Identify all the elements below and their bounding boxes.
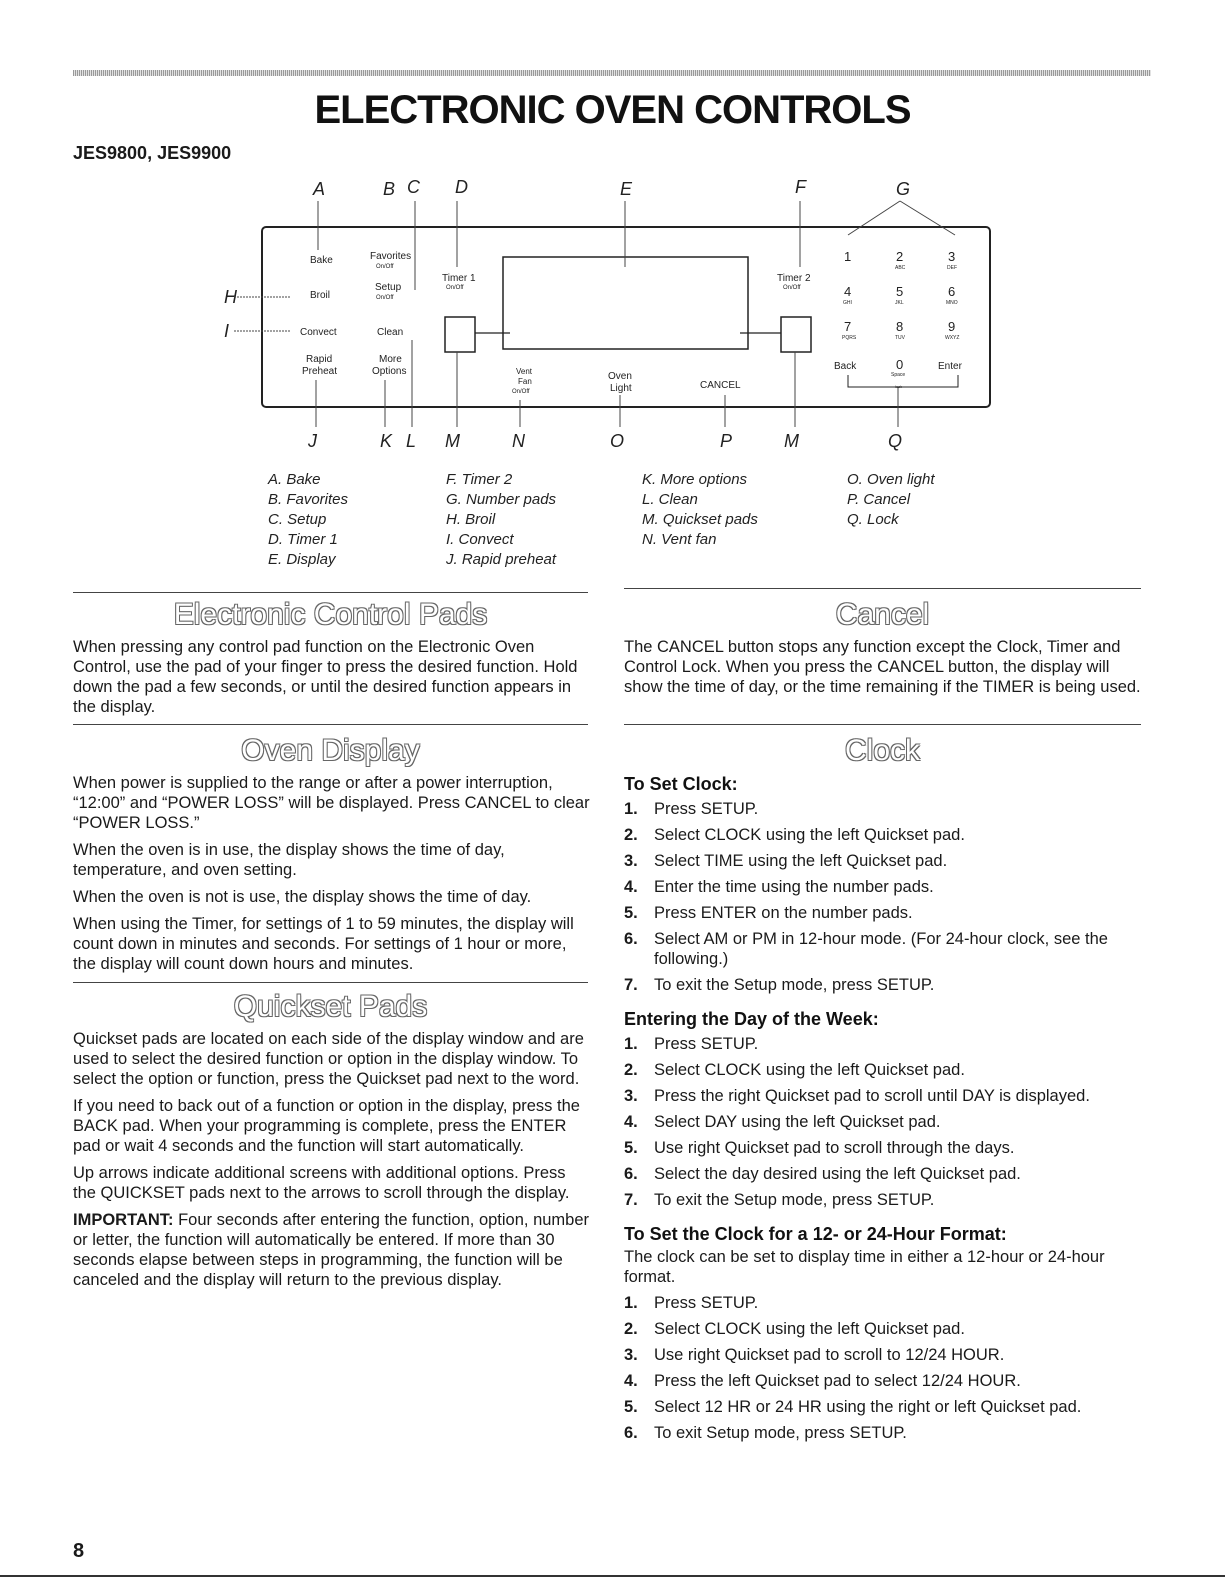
callout-e: E [620, 179, 633, 199]
legend-item: Q. Lock [847, 511, 899, 528]
paragraph: When the oven is in use, the display shows the time of day, temperature, and oven setting. [73, 841, 505, 879]
page-title: ELECTRONIC OVEN CONTROLS [314, 88, 911, 132]
list-item: 1. Press SETUP. [624, 1294, 759, 1312]
quickset-pad-left [445, 317, 475, 352]
day-of-week-steps [624, 1034, 1144, 1210]
legend-item: M. Quickset pads [642, 511, 758, 528]
control-pads-text [73, 637, 593, 724]
list-item: 1. Press SETUP. [624, 800, 759, 818]
callout-i: I [224, 321, 230, 341]
pad-timer2-sub: On/Off [783, 285, 801, 291]
heading-cancel: Cancel [835, 598, 930, 631]
pad-preheat: Preheat [302, 366, 338, 377]
list-item: 5. Use right Quickset pad to scroll through the days. [624, 1139, 1015, 1157]
quickset-pads-text [73, 1029, 593, 1297]
callout-j: J [308, 431, 317, 451]
quickset-pad-right [781, 317, 811, 352]
pad-more: More [379, 354, 402, 365]
legend-column-3 [642, 470, 758, 550]
pad-timer1: Timer 1 [442, 273, 476, 284]
list-item: 3. Select TIME using the left Quickset pad. [624, 852, 948, 870]
pad-favorites: Favorites [370, 251, 412, 262]
cancel-text [624, 637, 1144, 704]
section-rule [73, 982, 588, 983]
number-keypad [834, 249, 963, 389]
heading-control-pads: Electronic Control Pads [173, 598, 488, 631]
paragraph: Quickset pads are located on each side of the display window and are used to select the desired function or option in the display window. To select the option or function, press the Quickset pad next to the word. [73, 1030, 584, 1088]
callout-c: C [407, 177, 420, 197]
legend-item: B. Favorites [268, 491, 349, 508]
key-3-digit: 3 [948, 249, 956, 264]
list-item: 5. Press ENTER on the number pads. [624, 904, 913, 922]
list-item: 6. To exit Setup mode, press SETUP. [624, 1424, 907, 1442]
list-item: 4. Enter the time using the number pads. [624, 878, 934, 896]
set-clock-title: To Set Clock: [624, 774, 738, 794]
key-8-digit: 8 [896, 319, 904, 334]
section-rule [73, 724, 588, 725]
key-1-digit: 1 [844, 249, 852, 264]
pad-rapid: Rapid [306, 354, 333, 365]
callout-b: B [383, 179, 396, 199]
legend-item: E. Display [268, 551, 336, 568]
pad-bake: Bake [310, 255, 333, 266]
paragraph [73, 1210, 593, 1290]
format-intro: The clock can be set to display time in either a 12-hour or 24-hour format. [624, 1248, 1105, 1286]
callout-p: P [720, 431, 733, 451]
paragraph: When power is supplied to the range or after a power interruption, “12:00” and “POWER LOSS” will be displayed. Press CANCEL to clear “POWER LOSS.” [73, 774, 590, 832]
key-back: Back [834, 361, 857, 372]
paragraph: When using the Timer, for settings of 1 to 59 minutes, the display will count down in minutes and seconds. For settings of 1 hour or more, the display will count down hours and minutes. [73, 915, 574, 973]
key-5-letters: JKL [895, 300, 904, 306]
legend-item: P. Cancel [847, 491, 911, 508]
section-rule [624, 724, 1141, 725]
pad-fan: Fan [518, 377, 532, 386]
legend-item: L. Clean [642, 491, 698, 508]
pad-oven: Oven [608, 371, 632, 382]
callout-q: Q [888, 431, 903, 451]
legend-item: K. More options [642, 471, 748, 488]
legend-item: F. Timer 2 [446, 471, 513, 488]
pad-options: Options [372, 366, 407, 377]
bottom-rule [0, 1575, 1225, 1577]
pad-fan-sub: On/Off [512, 389, 530, 395]
list-item: 5. Select 12 HR or 24 HR using the right or left Quickset pad. [624, 1398, 1082, 1416]
legend-item: C. Setup [268, 511, 327, 528]
list-item: 3. Press the right Quickset pad to scroll until DAY is displayed. [624, 1087, 1090, 1105]
pad-setup: Setup [375, 282, 402, 293]
list-item: 2. Select CLOCK using the left Quickset pad. [624, 1061, 965, 1079]
callout-o: O [610, 431, 625, 451]
paragraph: If you need to back out of a function or option in the display, press the BACK pad. When your programming is complete, press the ENTER pad or wait 4 seconds and the function will start automatically. [73, 1097, 580, 1155]
legend-item: N. Vent fan [642, 531, 717, 548]
heading-quickset-pads: Quickset Pads [233, 990, 428, 1023]
list-item: 7. To exit the Setup mode, press SETUP. [624, 1191, 935, 1209]
legend-item: A. Bake [268, 471, 321, 488]
paragraph: Up arrows indicate additional screens with additional options. Press the QUICKSET pads next to the arrows to scroll through the display. [73, 1164, 570, 1202]
callout-f: F [795, 177, 806, 197]
callout-d: D [455, 177, 468, 197]
pad-vent: Vent [516, 367, 533, 376]
pad-cancel: CANCEL [700, 380, 741, 391]
pad-setup-sub: On/Off [376, 295, 394, 301]
callout-m-left: M [445, 431, 460, 451]
important-text: Four seconds after entering the function, option, number or letter, the function will automatically be entered. If more than 30 seconds elapse between steps in programming, the function will be canceled and the display will return to the previous display. [73, 1211, 590, 1289]
page-number: 8 [73, 1540, 85, 1562]
callout-m-right: M [784, 431, 799, 451]
paragraph: The CANCEL button stops any function except the Clock, Timer and Control Lock. When you press the CANCEL button, the display will show the time of day, or the time remaining if the TIMER is being used. [624, 638, 1141, 696]
key-2-letters: ABC [895, 265, 906, 271]
callout-k: K [380, 431, 393, 451]
pad-clean: Clean [377, 327, 404, 338]
key-enter: Enter [938, 361, 962, 372]
pad-favorites-sub: On/Off [376, 264, 394, 270]
callout-h: H [224, 287, 237, 307]
list-item: 7. To exit the Setup mode, press SETUP. [624, 976, 935, 994]
pad-convect: Convect [300, 327, 337, 338]
pad-broil: Broil [310, 290, 331, 301]
key-8-letters: TUV [895, 335, 905, 341]
heading-clock: Clock [844, 734, 920, 767]
pad-timer1-sub: On/Off [446, 285, 464, 291]
key-9-letters: WXYZ [945, 335, 960, 341]
important-label: IMPORTANT: [73, 1211, 174, 1229]
oven-display-text [73, 773, 593, 981]
key-9-digit: 9 [948, 319, 956, 334]
list-item: 2. Select CLOCK using the left Quickset pad. [624, 1320, 965, 1338]
key-0-digit: 0 [896, 357, 904, 372]
format-steps [624, 1293, 1144, 1443]
day-of-week-title: Entering the Day of the Week: [624, 1009, 879, 1029]
control-panel-diagram [220, 175, 1010, 455]
key-7-digit: 7 [844, 319, 852, 334]
key-4-digit: 4 [844, 284, 852, 299]
list-item: 4. Select DAY using the left Quickset pad. [624, 1113, 941, 1131]
paragraph: When pressing any control pad function on the Electronic Oven Control, use the pad of your finger to press the desired function. Hold down the pad a few seconds, or until the desired function appears in the display. [73, 638, 578, 716]
lock-label: lock [895, 384, 903, 389]
legend-item: G. Number pads [446, 491, 557, 508]
list-item: 4. Press the left Quickset pad to select 12/24 HOUR. [624, 1372, 1021, 1390]
model-numbers: JES9800, JES9900 [73, 143, 232, 163]
callout-l: L [406, 431, 417, 451]
key-2-digit: 2 [896, 249, 904, 264]
callout-n: N [512, 431, 525, 451]
top-decorative-rule [73, 70, 1151, 76]
key-3-letters: DEF [947, 265, 957, 271]
paragraph: When the oven is not is use, the display shows the time of day. [73, 888, 532, 906]
legend-item: J. Rapid preheat [446, 551, 557, 568]
pad-light: Light [610, 383, 632, 394]
legend-item: H. Broil [446, 511, 496, 528]
pad-timer2: Timer 2 [777, 273, 811, 284]
key-4-letters: GHI [843, 300, 852, 306]
legend-item: O. Oven light [847, 471, 935, 488]
legend-column-4 [847, 470, 935, 530]
legend-item: I. Convect [446, 531, 514, 548]
callout-a: A [313, 179, 326, 199]
list-item: 2. Select CLOCK using the left Quickset pad. [624, 826, 965, 844]
key-6-digit: 6 [948, 284, 956, 299]
clock-section [624, 774, 1144, 1449]
display-window [503, 257, 748, 349]
list-item: 1. Press SETUP. [624, 1035, 759, 1053]
section-rule [624, 588, 1141, 589]
callout-g: G [896, 179, 911, 199]
key-7-letters: PQRS [842, 335, 857, 341]
legend-column-2 [446, 470, 556, 570]
legend-item: D. Timer 1 [268, 531, 338, 548]
list-item: 3. Use right Quickset pad to scroll to 12/24 HOUR. [624, 1346, 1005, 1364]
set-clock-steps [624, 799, 1144, 995]
key-6-letters: MNO [946, 300, 958, 306]
list-item: 6. Select the day desired using the left Quickset pad. [624, 1165, 1021, 1183]
list-item: 6. Select AM or PM in 12-hour mode. (For 24-hour clock, see the following.) [624, 930, 1108, 968]
key-0-sub: Space [891, 372, 906, 378]
format-title: To Set the Clock for a 12- or 24-Hour Format: [624, 1224, 1007, 1244]
heading-oven-display: Oven Display [241, 734, 420, 767]
section-rule [73, 592, 588, 593]
key-5-digit: 5 [896, 284, 904, 299]
legend-column-1 [268, 470, 348, 570]
